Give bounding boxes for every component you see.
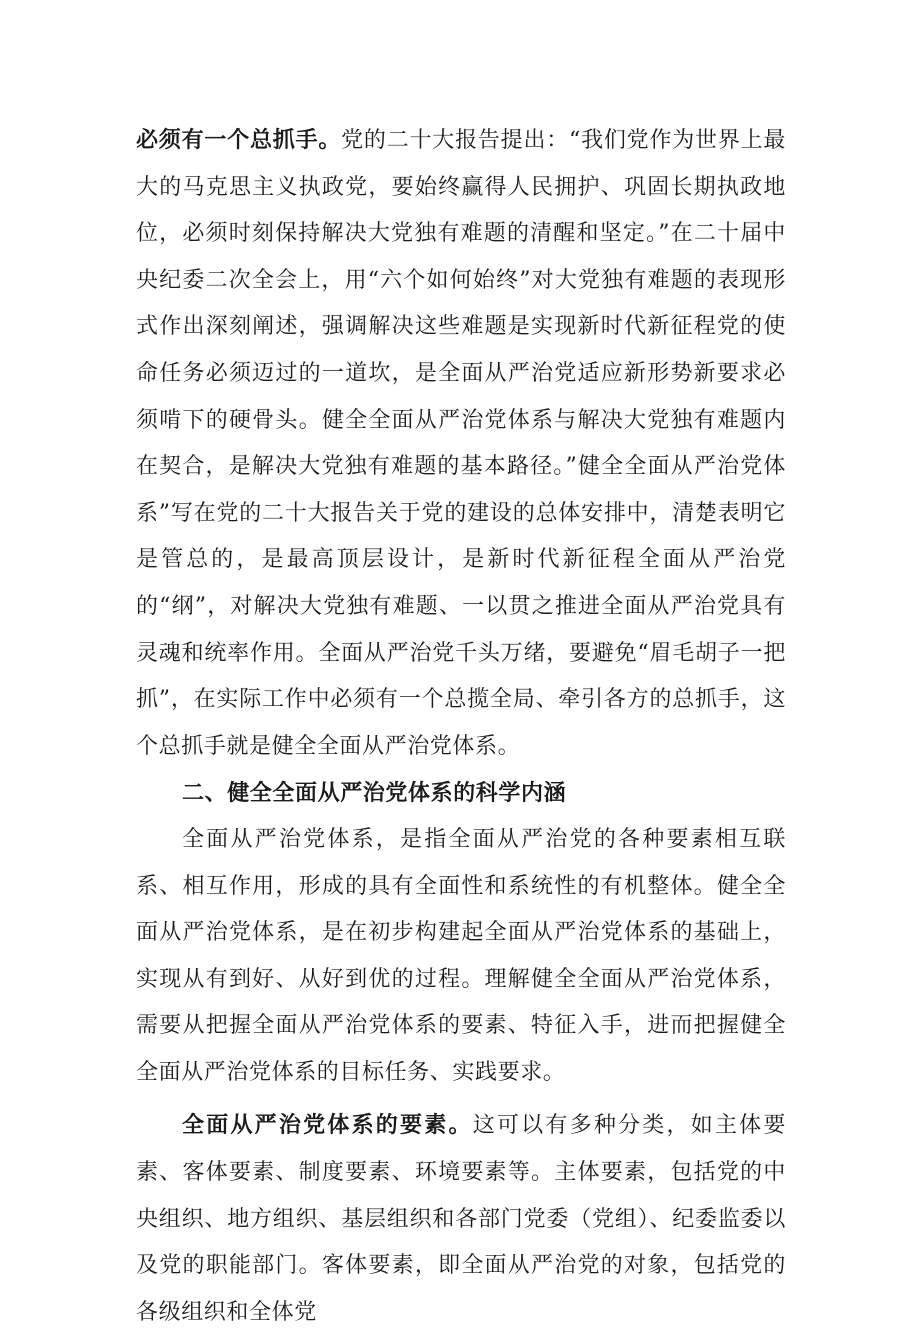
paragraph-system-definition: 全面从严治党体系，是指全面从严治党的各种要素相互联系、相互作用，形成的具有全面性和系统性的有机整体。健全全面从严治党体系，是在初步构建起全面从严治党体系的基础上，实现从有到好、从好到优的过程。理解健全全面从严治党体系，需要从把握全面从严治党体系的要素、特征入手，进而把握健全全面从严治党体系的目标任务、实践要求。 (136, 826, 786, 1085)
paragraph-text-system-elements: 这可以有多种分类，如主体要素、客体要素、制度要素、环境要素等。主体要素，包括党的中央组织、地方组织、基层组织和各部门党委（党组）、纪委监委以及党的职能部门。客体要素，即全面从严治党的对象，包括党的各级组织和全体党 (136, 1113, 786, 1325)
paragraph-lead-total-grip: 必须有一个总抓手。 (136, 127, 342, 153)
paragraph-lead-system-elements: 全面从严治党体系的要素。 (182, 1112, 473, 1139)
section-heading: 二、健全全面从严治党体系的科学内涵 (182, 780, 567, 807)
paragraph-text-total-grip: 党的二十大报告提出：“我们党作为世界上最大的马克思主义执政党，要始终赢得人民拥护、巩固长期执政地位，必须时刻保持解决大党独有难题的清醒和坚定。”在二十届中央纪委二次全会上，用“六个如何始终”对大党独有难题的表现形式作出深刻阐述，强调解决这些难题是实现新时代新征程党的使命任务必须迈过的一道坎，是全面从严治党适应新形势新要求必须啃下的硬骨头。健全全面从严治党体系与解决大党独有难题内在契合，是解决大党独有难题的基本路径。”健全全面从严治党体系”写在党的二十大报告关于党的建设的总体安排中，清楚表明它是管总的，是最高顶层设计，是新时代新征程全面从严治党的“纲”，对解决大党独有难题、一以贯之推进全面从严治党具有灵魂和统率作用。全面从严治党千头万绪，要避免“眉毛胡子一把抓”，在实际工作中必须有一个总揽全局、牵引各方的总抓手，这个总抓手就是健全全面从严治党体系。 (136, 128, 786, 759)
document-body (136, 117, 786, 1336)
paragraph-total-grip (136, 117, 786, 770)
